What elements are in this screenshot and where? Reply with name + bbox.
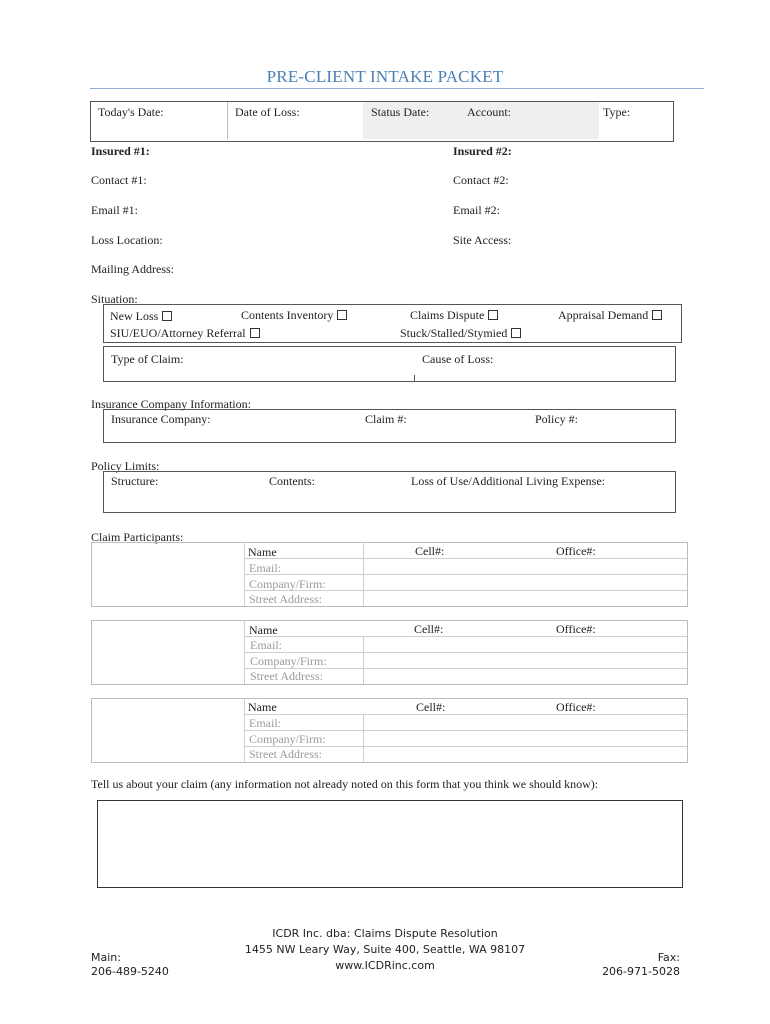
header-divider <box>227 102 228 139</box>
loss-location-label: Loss Location: <box>91 233 163 247</box>
type-of-claim-label: Type of Claim: <box>111 352 184 366</box>
participant-company-label: Company/Firm: <box>250 654 327 668</box>
siu-referral-option[interactable] <box>110 326 260 340</box>
situation-label: Situation: <box>91 292 138 306</box>
structure-label: Structure: <box>111 474 159 488</box>
claim-type-box <box>103 346 676 382</box>
participant-col-divider <box>363 714 364 762</box>
participant-email-label: Email: <box>249 716 281 730</box>
stuck-option[interactable] <box>400 326 521 340</box>
new-loss-label: New Loss <box>110 309 159 323</box>
insured2-label: Insured #2: <box>453 144 512 158</box>
participant-cell-label: Cell#: <box>415 544 445 558</box>
date-of-loss-label: Date of Loss: <box>235 105 300 119</box>
participant-company-label: Company/Firm: <box>249 577 326 591</box>
site-access-label: Site Access: <box>453 233 512 247</box>
participant-row-line <box>244 730 687 731</box>
participant-cell-label: Cell#: <box>416 700 446 714</box>
participant-street-label: Street Address: <box>250 669 323 683</box>
claim-participants-label: Claim Participants: <box>91 530 184 544</box>
appraisal-demand-option[interactable] <box>558 308 662 322</box>
participant-office-label: Office#: <box>556 622 596 636</box>
claims-dispute-checkbox[interactable] <box>488 310 498 320</box>
participant-email-label: Email: <box>249 561 281 575</box>
todays-date-label: Today's Date: <box>98 105 164 119</box>
status-date-label: Status Date: <box>371 105 430 119</box>
participant-company-label: Company/Firm: <box>249 732 326 746</box>
footer-website: www.ICDRinc.com <box>335 959 435 972</box>
footer-address: 1455 NW Leary Way, Suite 400, Seattle, WA 98107 <box>244 943 526 956</box>
footer-main-phone: 206-489-5240 <box>91 965 169 978</box>
insurance-info-label: Insurance Company Information: <box>91 397 251 411</box>
participant-name-label: Name <box>249 623 278 637</box>
loss-of-use-label: Loss of Use/Additional Living Expense: <box>411 474 605 488</box>
contents-inventory-checkbox[interactable] <box>337 310 347 320</box>
claims-dispute-option[interactable] <box>410 308 498 322</box>
new-loss-option[interactable] <box>110 309 172 323</box>
email1-label: Email #1: <box>91 203 138 217</box>
participant-name-label: Name <box>248 700 277 714</box>
claims-dispute-label: Claims Dispute <box>410 308 485 322</box>
footer-fax-label: Fax: <box>657 951 680 964</box>
insured1-label: Insured #1: <box>91 144 150 158</box>
contact1-label: Contact #1: <box>91 173 147 187</box>
participant-name-label: Name <box>248 545 277 559</box>
participant-row-line <box>244 636 687 637</box>
appraisal-demand-label: Appraisal Demand <box>558 308 649 322</box>
participant-street-label: Street Address: <box>249 592 322 606</box>
type-label: Type: <box>603 105 631 119</box>
siu-referral-label: SIU/EUO/Attorney Referral <box>110 326 246 340</box>
cause-of-loss-label: Cause of Loss: <box>422 352 494 366</box>
participant-row-line <box>244 652 687 653</box>
tell-us-prompt: Tell us about your claim (any information not already noted on this form that you think we should know): <box>91 777 599 791</box>
contents-inventory-option[interactable] <box>241 308 347 322</box>
contents-label: Contents: <box>269 474 316 488</box>
policy-limits-label: Policy Limits: <box>91 459 160 473</box>
appraisal-demand-checkbox[interactable] <box>652 310 662 320</box>
participant-row-line <box>244 574 687 575</box>
claim-type-divider <box>414 375 415 381</box>
participant-email-label: Email: <box>250 638 282 652</box>
stuck-checkbox[interactable] <box>511 328 521 338</box>
stuck-label: Stuck/Stalled/Stymied <box>400 326 508 340</box>
participant-office-label: Office#: <box>556 700 596 714</box>
insurance-company-label: Insurance Company: <box>111 412 211 426</box>
email2-label: Email #2: <box>453 203 500 217</box>
contact2-label: Contact #2: <box>453 173 509 187</box>
participant-street-label: Street Address: <box>249 747 322 761</box>
participant-cell-label: Cell#: <box>414 622 444 636</box>
participant-row-line <box>244 558 687 559</box>
footer-company: ICDR Inc. dba: Claims Dispute Resolution <box>272 927 498 940</box>
tell-us-textarea[interactable] <box>97 800 683 888</box>
contents-inventory-label: Contents Inventory <box>241 308 334 322</box>
page-title: PRE-CLIENT INTAKE PACKET <box>266 67 504 86</box>
participant-office-label: Office#: <box>556 544 596 558</box>
title-divider <box>90 88 704 89</box>
mailing-address-label: Mailing Address: <box>91 262 174 276</box>
siu-referral-checkbox[interactable] <box>250 328 260 338</box>
participant-row-line <box>244 714 687 715</box>
new-loss-checkbox[interactable] <box>162 311 172 321</box>
claim-number-label: Claim #: <box>365 412 407 426</box>
account-label: Account: <box>467 105 511 119</box>
policy-number-label: Policy #: <box>535 412 579 426</box>
footer-main-label: Main: <box>91 951 121 964</box>
footer-fax-phone: 206-971-5028 <box>602 965 680 978</box>
participant-col-divider <box>363 636 364 684</box>
